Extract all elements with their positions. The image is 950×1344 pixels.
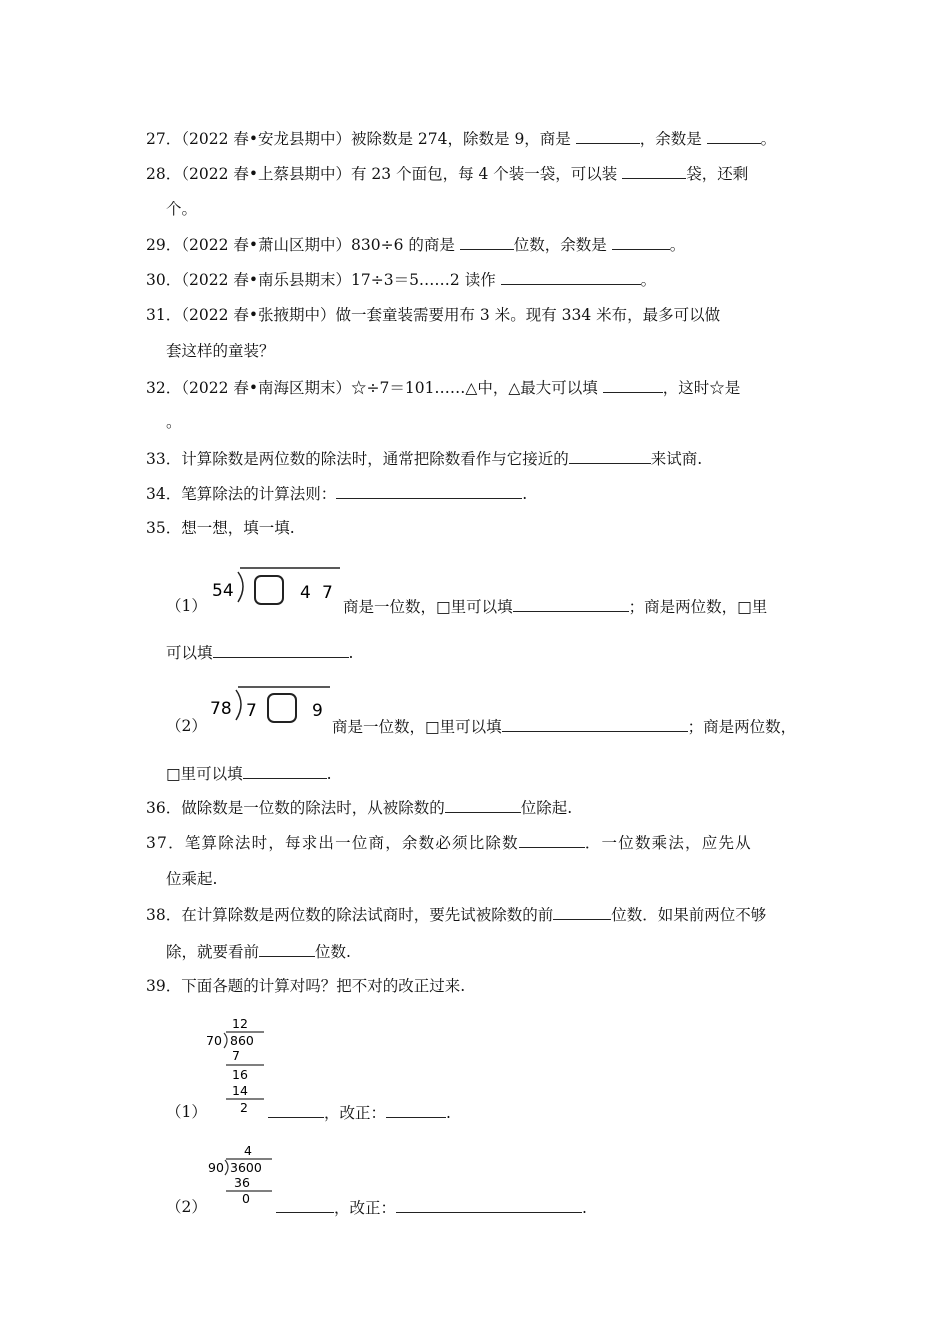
question-number: 27．: [146, 130, 182, 148]
division-figure: [208, 562, 342, 612]
question-39-2-text: ，改正： .: [276, 1196, 587, 1219]
question-number: 35．: [146, 519, 182, 537]
answer-blank[interactable]: [603, 376, 663, 393]
question-number: 30．: [146, 271, 182, 289]
answer-blank[interactable]: [622, 162, 686, 179]
divisor-text: 78: [210, 699, 232, 719]
answer-blank[interactable]: [445, 796, 521, 813]
question-number: 33．: [146, 450, 182, 468]
answer-blank[interactable]: [268, 1101, 324, 1118]
question-number: 28．: [146, 165, 182, 183]
digit-text: 7: [322, 583, 333, 603]
question-number: 39．: [146, 977, 182, 995]
sub-label: （1）: [166, 1103, 207, 1121]
step-text: 36: [234, 1175, 250, 1190]
answer-blank[interactable]: [243, 762, 327, 779]
question-number: 37．: [146, 834, 185, 852]
answer-blank[interactable]: [259, 940, 315, 957]
question-number: 38．: [146, 906, 182, 924]
long-division-figure: [206, 1142, 274, 1212]
question-number: 32．: [146, 379, 182, 397]
division-bracket: [238, 572, 243, 602]
sub-label: （1）: [166, 597, 207, 615]
question-34: 34．笔算除法的计算法则： .: [146, 482, 527, 505]
step-text: 14: [232, 1083, 248, 1098]
question-35-1-text: 商是一位数，□里可以填 ；商是两位数，□里: [343, 595, 767, 618]
step-text: 16: [232, 1067, 248, 1082]
question-33: 33．计算除数是两位数的除法时，通常把除数看作与它接近的 来试商.: [146, 447, 702, 470]
question-number: 29．: [146, 236, 182, 254]
remainder-text: 2: [240, 1100, 248, 1115]
divisor-text: 90: [208, 1160, 224, 1175]
dividend-text: 3600: [230, 1160, 262, 1175]
question-35-1-line2: 可以填 .: [166, 641, 353, 664]
answer-blank[interactable]: [501, 268, 641, 285]
question-37-line2: 位乘起.: [166, 870, 218, 888]
question-number: 36．: [146, 799, 182, 817]
question-30: 30．（2022 春•南乐县期末）17÷3＝5……2 读作 。: [146, 268, 656, 291]
question-35: 35．想一想，填一填.: [146, 519, 295, 537]
dividend-text: 860: [230, 1033, 254, 1048]
question-38: 38．在计算除数是两位数的除法试商时，要先试被除数的前 位数．如果前两位不够: [146, 903, 766, 926]
division-figure: [206, 682, 332, 732]
question-32: 32．（2022 春•南海区期末）☆÷7＝101……△中，△最大可以填 ，这时☆是: [146, 376, 740, 399]
division-bracket: [236, 690, 241, 720]
digit-text: 4: [300, 583, 311, 603]
digit-text: 9: [312, 701, 323, 721]
question-31: 31．（2022 春•张掖期中）做一套童装需要用布 3 米。现有 334 米布，最多可以做: [146, 306, 721, 324]
empty-box[interactable]: [268, 694, 296, 722]
question-number: 34．: [146, 485, 182, 503]
sub-label: （2）: [166, 717, 207, 735]
question-29: 29．（2022 春•萧山区期中）830÷6 的商是 位数，余数是 。: [146, 233, 685, 256]
answer-blank[interactable]: [612, 233, 670, 250]
sub-label: （2）: [166, 1198, 207, 1216]
answer-blank[interactable]: [513, 595, 629, 612]
answer-blank[interactable]: [707, 127, 761, 144]
quotient-text: 4: [244, 1143, 252, 1158]
question-35-2-line2: □里可以填 .: [166, 762, 332, 785]
question-27: 27．（2022 春•安龙县期中）被除数是 274，除数是 9，商是 ，余数是 。: [146, 127, 776, 150]
question-28: 28．（2022 春•上蔡县期中）有 23 个面包，每 4 个装一袋，可以装 袋，还剩: [146, 162, 748, 185]
quotient-text: 12: [232, 1016, 248, 1031]
digit-text: 7: [246, 701, 257, 721]
long-division-figure: [204, 1014, 268, 1118]
answer-blank[interactable]: [213, 641, 349, 658]
division-bracket: [225, 1160, 228, 1175]
question-36: 36．做除数是一位数的除法时，从被除数的 位除起.: [146, 796, 572, 819]
answer-blank[interactable]: [519, 831, 585, 848]
divisor-text: 54: [212, 581, 234, 601]
question-38-line2: 除，就要看前 位数.: [166, 940, 351, 963]
remainder-text: 0: [242, 1191, 250, 1206]
step-text: 7: [232, 1048, 240, 1063]
answer-blank[interactable]: [502, 715, 688, 732]
answer-blank[interactable]: [386, 1101, 446, 1118]
answer-blank[interactable]: [336, 482, 522, 499]
question-number: 31．: [146, 306, 182, 324]
answer-blank[interactable]: [276, 1196, 334, 1213]
answer-blank[interactable]: [460, 233, 514, 250]
answer-blank[interactable]: [576, 127, 640, 144]
answer-blank[interactable]: [396, 1196, 582, 1213]
answer-blank[interactable]: [553, 903, 611, 920]
question-39-1-text: ，改正： .: [268, 1101, 451, 1124]
divisor-text: 70: [206, 1033, 222, 1048]
question-28-line2: 个。: [166, 200, 198, 218]
answer-blank[interactable]: [569, 447, 651, 464]
division-bracket: [224, 1033, 227, 1048]
question-31-line2: 套这样的童装？: [166, 342, 275, 360]
question-39: 39．下面各题的计算对吗？把不对的改正过来.: [146, 977, 466, 995]
question-32-line2: 。: [166, 413, 182, 431]
question-37: 37．笔算除法时，每求出一位商，余数必须比除数 ．一位数乘法，应先从: [146, 831, 752, 854]
question-35-2-text: 商是一位数，□里可以填 ；商是两位数，: [332, 715, 796, 738]
empty-box[interactable]: [255, 576, 283, 604]
